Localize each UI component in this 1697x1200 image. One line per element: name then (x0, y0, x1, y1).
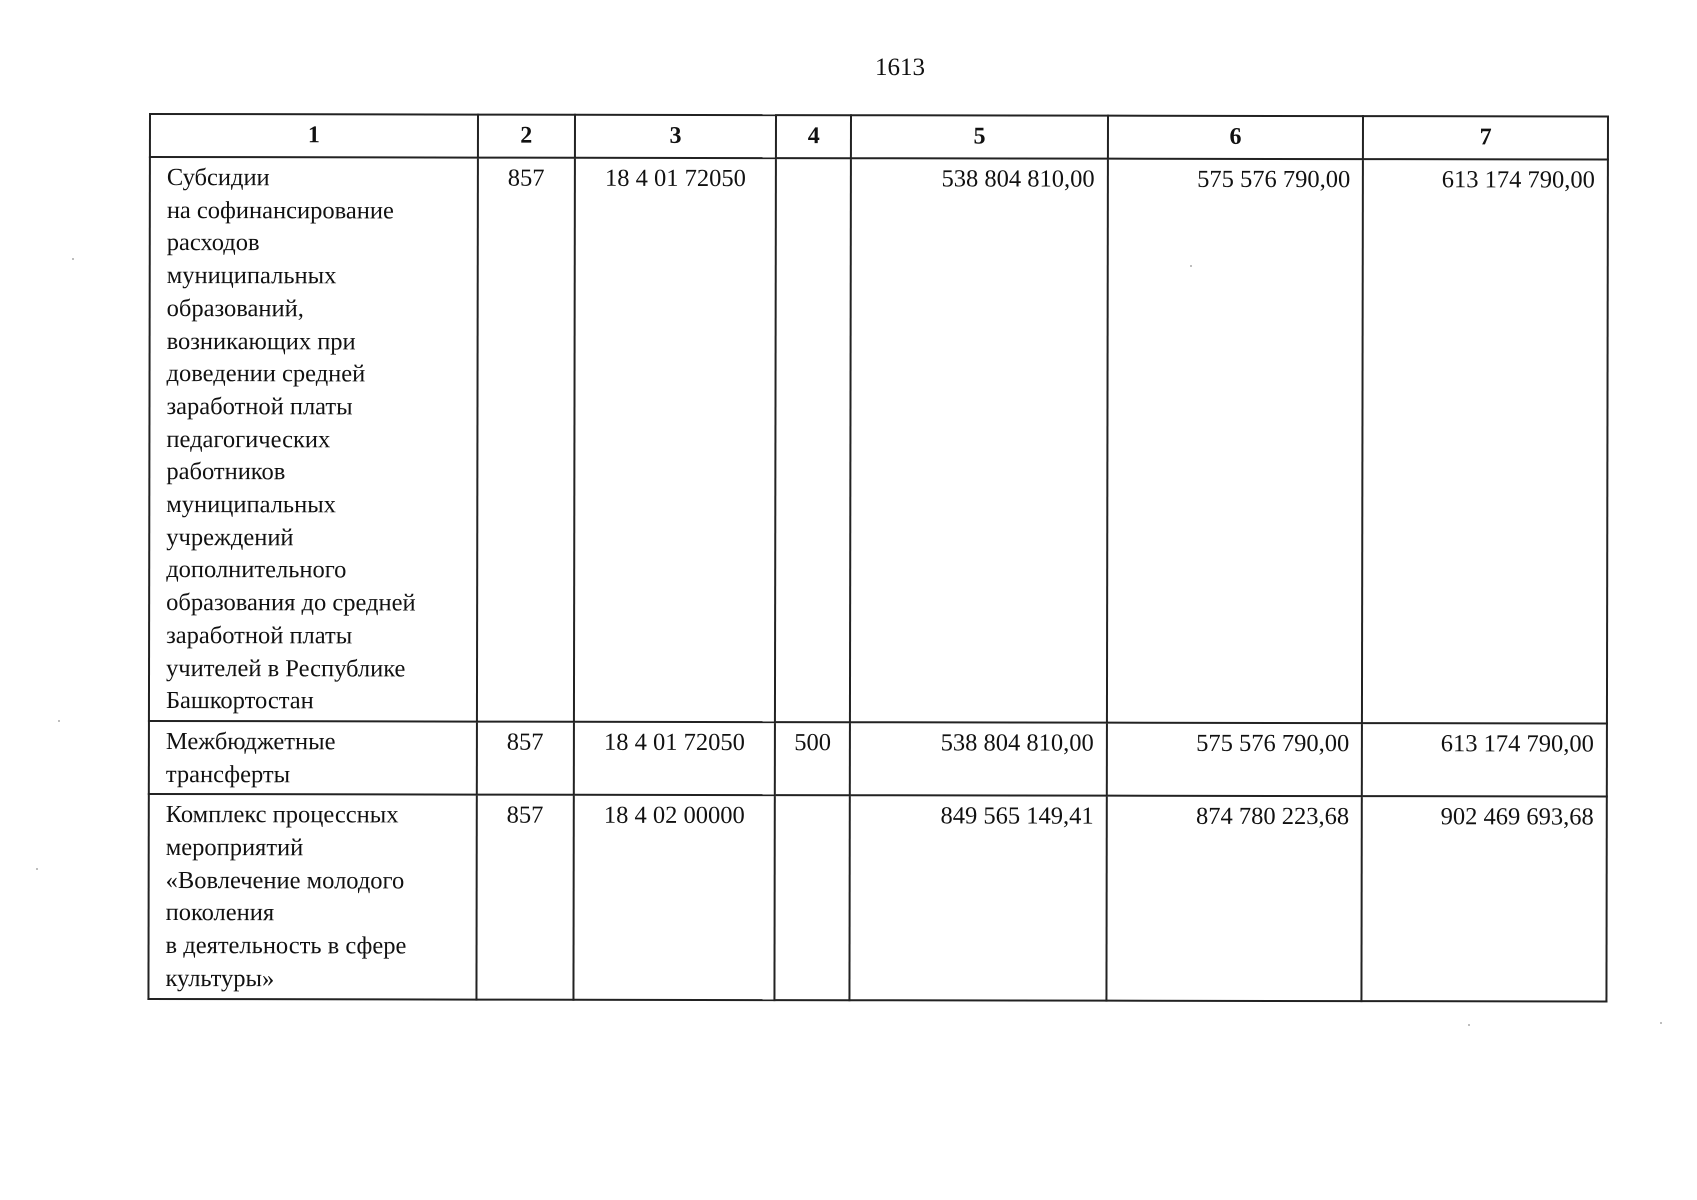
budget-table (147, 113, 1609, 1002)
row-name-line: на софинансирование (166, 196, 394, 225)
code-cell: 857 (477, 158, 575, 722)
row-name-line: поколения (165, 899, 275, 927)
page-number: 1613 (875, 54, 925, 81)
row-name-cell (149, 157, 478, 722)
column-header-6: 6 (1108, 116, 1364, 159)
row-name-line: заработной платы (166, 621, 353, 650)
scan-speck (36, 868, 38, 870)
table-row (148, 794, 1606, 1001)
row-name-line: заработной платы (166, 392, 353, 421)
target-article-cell: 18 4 01 72050 (574, 158, 777, 722)
target-article-cell: 18 4 01 72050 (574, 722, 776, 796)
row-name-line: Межбюджетные (165, 727, 336, 756)
column-header-5: 5 (851, 115, 1108, 158)
code-cell: 857 (477, 722, 574, 796)
table-row (149, 157, 1608, 723)
row-name-line: мероприятий (165, 834, 304, 862)
column-header-7: 7 (1363, 116, 1608, 159)
column-header-1: 1 (150, 114, 478, 158)
code-cell: 857 (476, 795, 573, 999)
scan-speck (1468, 1024, 1470, 1026)
row-name-cell (149, 721, 477, 795)
row-name-line: «Вовлечение молодого (165, 866, 405, 895)
column-header-3: 3 (575, 115, 777, 158)
row-name-line: трансферты (165, 760, 291, 788)
column-header-2: 2 (478, 115, 575, 158)
scan-speck (58, 720, 60, 722)
row-name-line: учреждений (166, 523, 294, 551)
row-name-line: доведении средней (166, 360, 366, 388)
amount-col7-cell: 613 174 790,00 (1362, 723, 1607, 797)
row-name-line: муниципальных (166, 262, 337, 290)
amount-col5-cell: 538 804 810,00 (850, 158, 1108, 722)
row-name-line: муниципальных (166, 491, 336, 519)
row-name-line: в деятельность в сфере (165, 932, 407, 960)
row-name-line: Башкортостан (165, 687, 314, 715)
amount-col5-cell: 538 804 810,00 (850, 722, 1107, 796)
scan-speck (72, 258, 74, 260)
scan-speck (1660, 1022, 1662, 1024)
scan-speck (1190, 265, 1192, 267)
header-row (150, 114, 1608, 160)
row-name-line: образований, (166, 294, 304, 323)
row-name-line: культуры» (165, 964, 275, 993)
row-name-line: педагогических (166, 425, 331, 453)
amount-col5-cell: 849 565 149,41 (850, 796, 1107, 1001)
row-name-line: Субсидии (166, 164, 270, 192)
expense-type-cell: 500 (775, 722, 850, 796)
amount-col6-cell: 874 780 223,68 (1106, 796, 1362, 1001)
row-name-line: дополнительного (166, 556, 347, 584)
target-article-cell: 18 4 02 00000 (573, 795, 775, 1000)
expense-type-cell (775, 158, 851, 722)
row-name-line: работников (166, 458, 286, 486)
row-name-line: расходов (166, 229, 260, 257)
row-name-line: возникающих при (166, 327, 356, 355)
row-name-line: образования до средней (166, 589, 416, 617)
column-header-4: 4 (776, 115, 851, 158)
amount-col6-cell: 575 576 790,00 (1107, 723, 1363, 797)
row-name-line: учителей в Республике (166, 654, 406, 682)
amount-col7-cell: 613 174 790,00 (1362, 159, 1608, 723)
amount-col7-cell: 902 469 693,68 (1362, 796, 1607, 1001)
row-name-cell (148, 794, 476, 999)
row-name-line: Комплекс процессных (165, 801, 399, 829)
table-row (149, 721, 1607, 797)
expense-type-cell (775, 795, 850, 999)
amount-col6-cell: 575 576 790,00 (1107, 159, 1364, 723)
